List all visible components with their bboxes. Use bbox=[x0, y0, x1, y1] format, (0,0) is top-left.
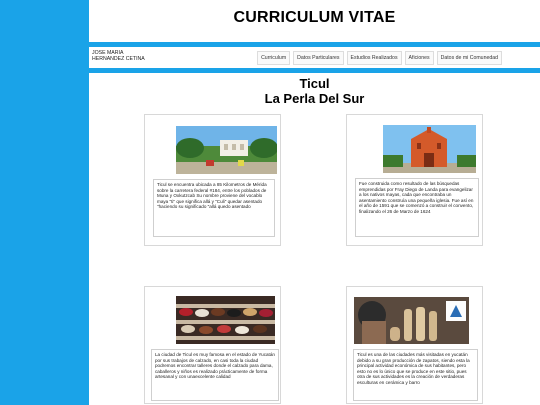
card-convento-text: Fue construida como resultado de las búsquedas emprendidas por Fray Diego de Landa para evangelizar a los nativos mayas, cada que encontraba un asentamiento construía una pequeña iglesia. Fue así en el año de 1591 que se comenzó a construir el convento, finalizando el 26 de Marzo de 1624 bbox=[355, 178, 479, 237]
page-title bbox=[89, 76, 540, 106]
nav-link-datos-comunidad[interactable]: Datos de mi Comunedad bbox=[437, 51, 502, 65]
card-ubicacion-text: Ticul se encuentra ubicada a 85 Kilometros de Mérida sobre la carretera federal #184, entre los poblados de Muna y Oxkutzcab Su nombre proviene del vocablo maya "ti" que significa allá y "Culi" quedar asentado "haciendo su significado "allá quedo asentado bbox=[153, 179, 275, 237]
navbar-divider bbox=[89, 68, 540, 73]
nav-links bbox=[257, 51, 502, 65]
page-title-line1: Ticul bbox=[299, 76, 330, 91]
navbar bbox=[89, 47, 540, 68]
page-header bbox=[89, 0, 540, 42]
card-calzado bbox=[144, 286, 281, 404]
ceramics-photo bbox=[354, 297, 469, 344]
page-title-line2: La Perla Del Sur bbox=[264, 91, 365, 106]
card-ubicacion bbox=[144, 114, 281, 246]
card-ceramica bbox=[346, 286, 483, 404]
nav-link-estudios-realizados[interactable]: Estudios Realizados bbox=[347, 51, 402, 65]
author-name-line1: JOSE MARIA bbox=[92, 50, 124, 56]
author-name bbox=[92, 50, 145, 62]
nav-link-curriculum[interactable]: Curriculum bbox=[257, 51, 290, 65]
author-name-line2: HERNANDEZ CETINA bbox=[92, 56, 145, 62]
nav-link-aficiones[interactable]: Aficiones bbox=[405, 51, 434, 65]
card-ceramica-text: Ticul es una de las ciudades más visitadas en yucatán debido a su gran producción de zapatos, siendo esta la principal actividad económica de sus habitantes, pero esto no es lo único que se produce en este sitio, pues otra de sus actividades es la creación de verdaderas esculturas en cerámica y barro bbox=[353, 349, 478, 401]
left-sidebar-bar bbox=[0, 0, 89, 405]
convento-photo bbox=[383, 125, 476, 173]
nav-link-datos-particulares[interactable]: Datos Particulares bbox=[293, 51, 343, 65]
card-calzado-text: La ciudad de Ticul es muy famosa en el estado de Yucatán por sus trabajos de calzado, en casi toda la ciudad podremos encontrar talleres donde el calzado para dama, caballeros y niños es realizado prácticamente de forma artesanal y con unaexcelente calidad bbox=[151, 349, 279, 401]
page-header-title: CURRICULUM VITAE bbox=[233, 9, 396, 26]
plaza-photo bbox=[176, 126, 277, 174]
card-convento bbox=[346, 114, 483, 246]
shoes-photo bbox=[176, 296, 275, 344]
